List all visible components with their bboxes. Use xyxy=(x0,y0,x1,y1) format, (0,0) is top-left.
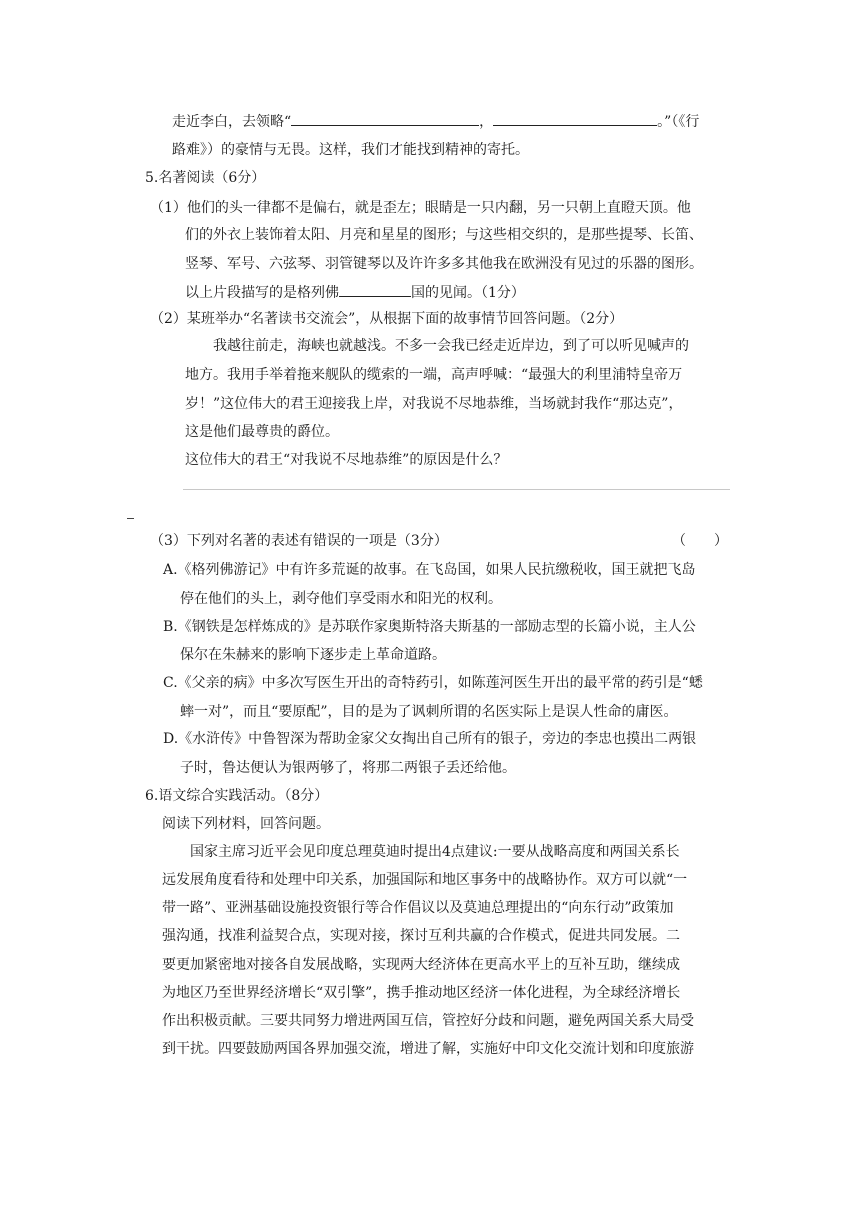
q6-material-line: 作出积极贡献。三要共同努力增进两国互信，管控好分歧和问题，避免两国关系大局受 xyxy=(162,1013,694,1029)
option-d-line: D.《水浒传》中鲁智深为帮助金家父女掏出自己所有的银子，旁边的李忠也摸出二两银 xyxy=(163,731,697,747)
answer-blank[interactable] xyxy=(291,111,479,126)
q5-p2-title: （2）某班举办“名著读书交流会”，从根据下面的故事情节回答问题。（2分） xyxy=(150,311,624,327)
q5-p1-line: 们的外衣上装饰着太阳、月亮和星星的图形；与这些相交织的，是那些提琴、长笛、 xyxy=(185,227,703,243)
q6-instruction: 阅读下列材料，回答问题。 xyxy=(162,816,330,832)
intro-prefix: 走近李白，去领略“ xyxy=(172,114,292,130)
q5-p2-text-line: 这是他们最尊贵的爵位。 xyxy=(185,424,339,440)
q5-p3-title: （3）下列对名著的表述有错误的一项是（3分） xyxy=(150,533,448,549)
answer-blank[interactable] xyxy=(339,282,411,297)
intro-line-2: 路难》）的豪情与无畏。这样，我们才能找到精神的寄托。 xyxy=(172,142,529,158)
q5-p2-question: 这位伟大的君王“对我说不尽地恭维”的原因是什么？ xyxy=(185,452,508,468)
q5-p2-text-line: 我越往前走，海峡也就越浅。不多一会我已经走近岸边，到了可以听见喊声的 xyxy=(213,338,689,354)
intro-suffix: 。”（《行 xyxy=(657,114,700,130)
option-b-line: B.《钢铁是怎样炼成的》是苏联作家奥斯特洛夫斯基的一部励志型的长篇小说，主人公 xyxy=(163,619,696,635)
answer-bracket[interactable]: （ ） xyxy=(672,533,728,549)
q6-material-line: 远发展角度看待和处理中印关系，加强国际和地区事务中的战略协作。双方可以就“一 xyxy=(162,872,688,888)
q5-p2-text-line: 地方。我用手举着拖来舰队的缆索的一端，高声呼喊：“最强大的利里浦特皇帝万 xyxy=(185,367,683,383)
q6-material-line: 国家主席习近平会见印度总理莫迪时提出4点建议:一要从战略高度和两国关系长 xyxy=(190,844,680,860)
answer-line[interactable] xyxy=(183,489,730,490)
q6-material-line: 到干扰。四要鼓励两国各界加强交流，增进了解，实施好中印文化交流计划和印度旅游 xyxy=(162,1041,694,1057)
q6-material-line: 为地区乃至世界经济增长“双引擎”，携手推动地区经济一体化进程，为全球经济增长 xyxy=(162,985,681,1001)
option-c-line: 蟀一对”，而且“要原配”，目的是为了讽刺所谓的名医实际上是误人性命的庸医。 xyxy=(180,704,678,720)
answer-blank[interactable] xyxy=(493,111,657,126)
option-c-line: C.《父亲的病》中多次写医生开出的奇特药引，如陈莲河医生开出的最平常的药引是“蟋 xyxy=(163,675,703,691)
q5-p1-line: （1）他们的头一律都不是偏右，就是歪左；眼睛是一只内翻，另一只朝上直瞪天顶。他 xyxy=(150,200,691,216)
q5-p1-question-prefix: 以上片段描写的是格列佛 xyxy=(185,285,339,301)
divider-mark xyxy=(127,518,134,519)
q6-title: 6.语文综合实践活动。（8分） xyxy=(145,788,329,804)
q6-material-line: 强沟通，找准利益契合点，实现对接，探讨互利共赢的合作模式，促进共同发展。二 xyxy=(162,928,680,944)
option-b-line: 保尔在朱赫来的影响下逐步走上革命道路。 xyxy=(180,647,446,663)
option-d-line: 子时，鲁达便认为银两够了，将那二两银子丢还给他。 xyxy=(180,760,516,776)
q6-material-line: 要更加紧密地对接各自发展战略，实现两大经济体在更高水平上的互补互助，继续成 xyxy=(162,957,680,973)
q5-p1-line: 竖琴、军号、六弦琴、羽管键琴以及许许多多其他我在欧洲没有见过的乐器的图形。 xyxy=(185,256,703,272)
intro-line-1 xyxy=(172,111,699,132)
q5-p2-text-line: 岁！”这位伟大的君王迎接我上岸，对我说不尽地恭维，当场就封我作“那达克”， xyxy=(185,396,683,412)
q5-p1-question-suffix: 国的见闻。（1分） xyxy=(411,285,525,301)
q5-p1-question xyxy=(185,282,525,303)
intro-separator: ， xyxy=(479,114,494,130)
option-a-line: A.《格列佛游记》中有许多荒诞的故事。在飞岛国，如果人民抗缴税收，国王就把飞岛 xyxy=(163,562,696,578)
q5-title: 5.名著阅读（6分） xyxy=(145,170,266,186)
q6-material-line: 带一路”、亚洲基础设施投资银行等合作倡议以及莫迪总理提出的“向东行动”政策加 xyxy=(162,900,674,916)
option-a-line: 停在他们的头上，剥夺他们享受雨水和阳光的权利。 xyxy=(180,591,502,607)
